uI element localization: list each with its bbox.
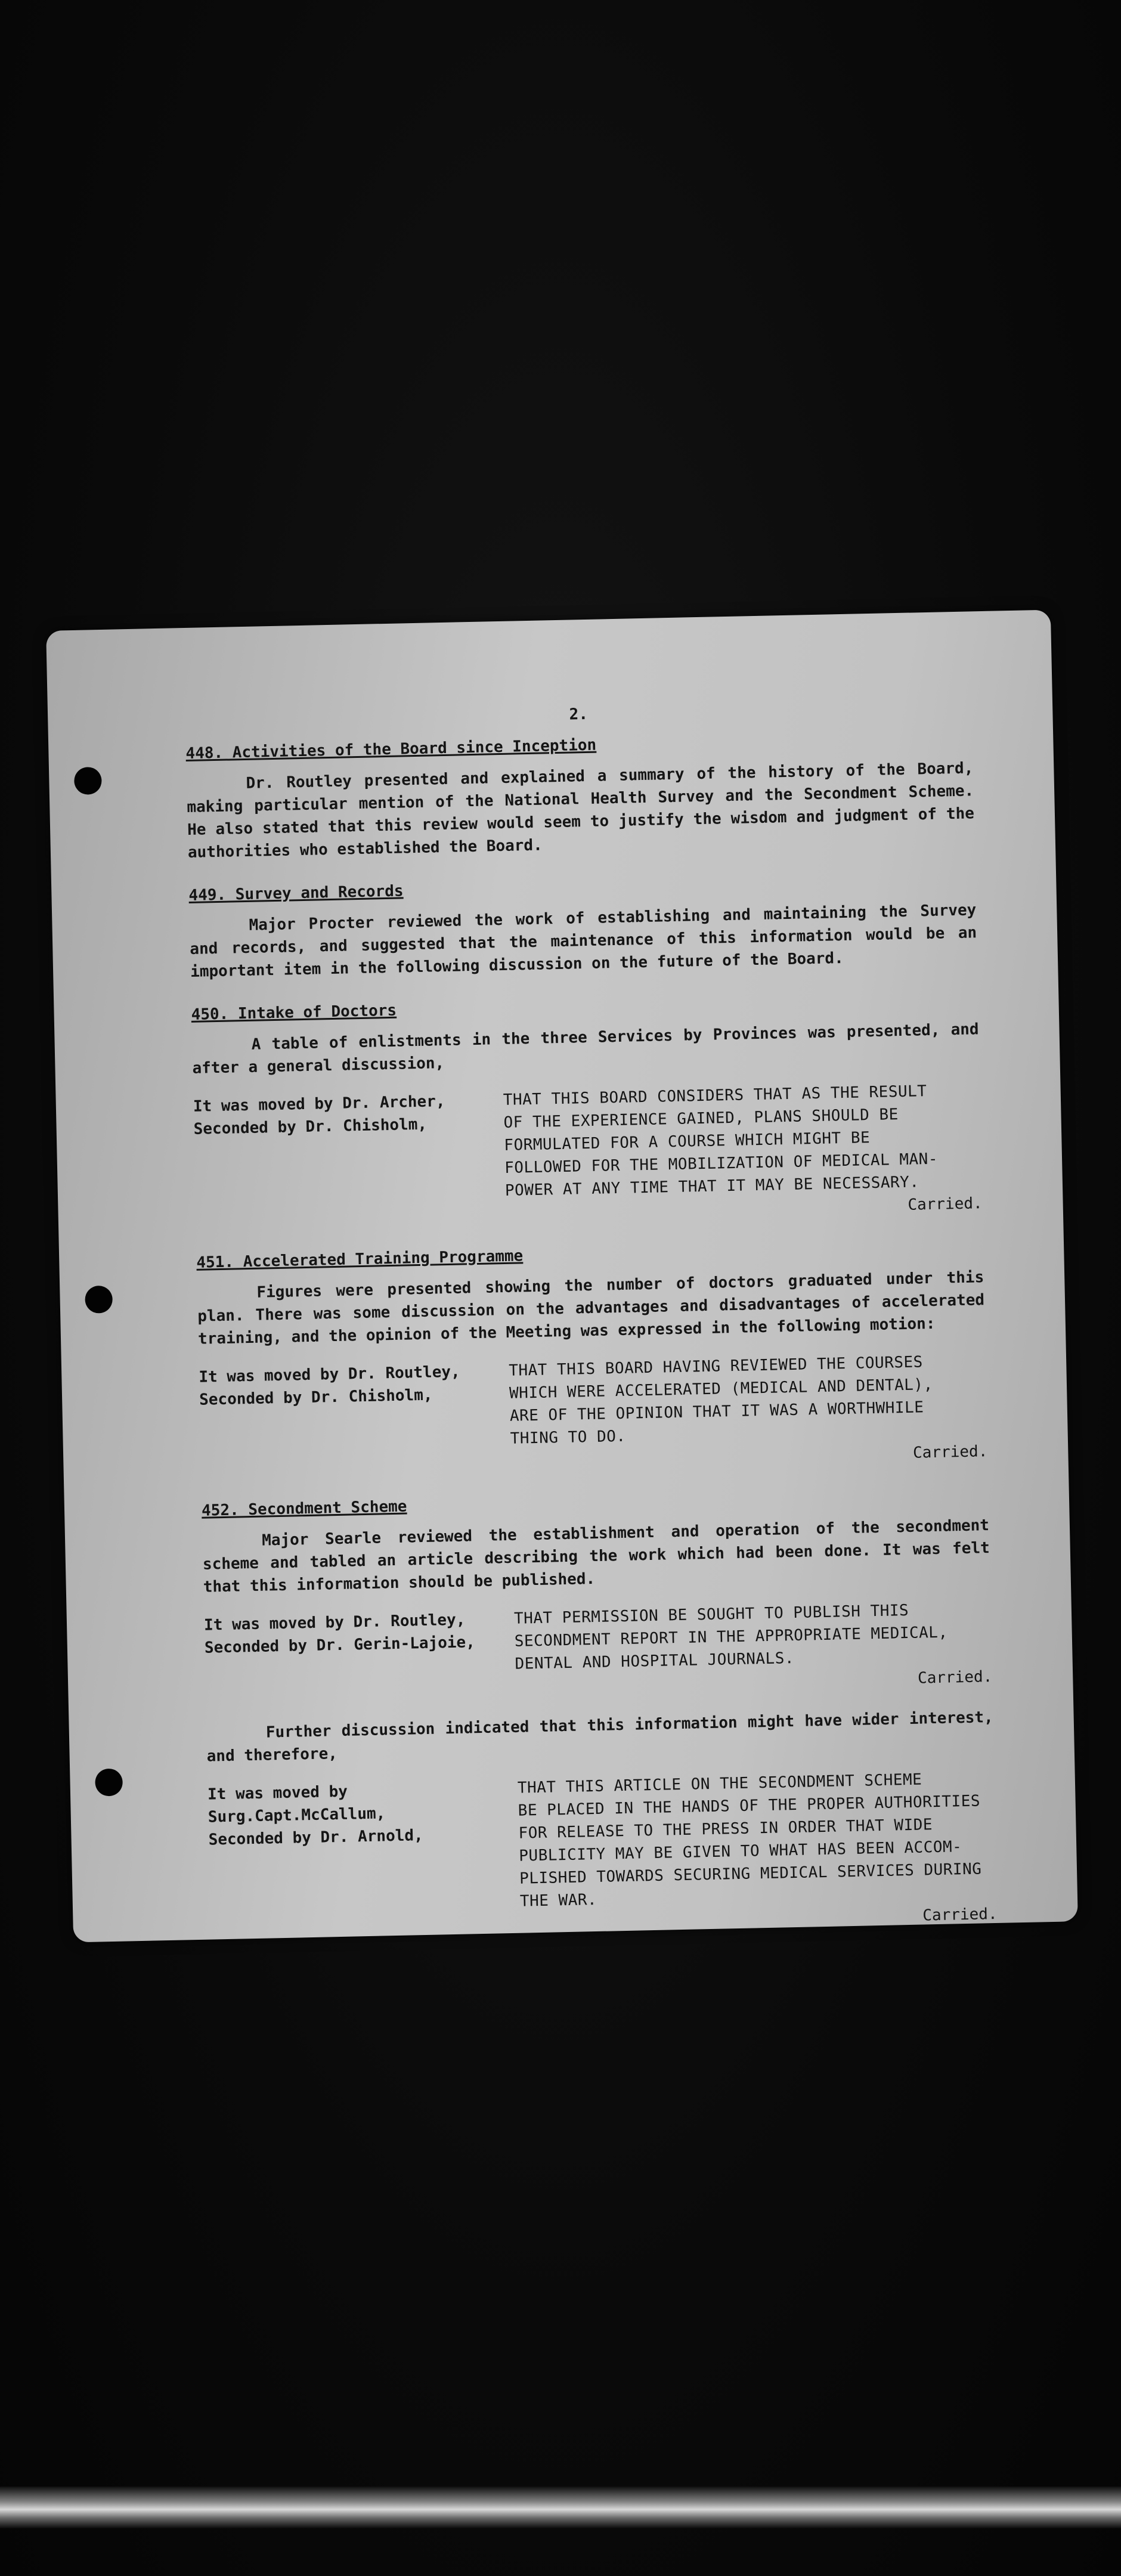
- resolution-text: THAT PERMISSION BE SOUGHT TO PUBLISH THIS SECONDMENT REPORT IN THE APPROPRIATE MEDICAL, DENTAL AND HOSPITAL JOURNALS.: [513, 1601, 948, 1673]
- section-heading: 452. Secondment Scheme: [201, 1497, 407, 1520]
- section-448: [185, 726, 975, 864]
- seconded-by: Seconded by Dr. Arnold,: [208, 1826, 423, 1849]
- moved-by: It was moved by Dr. Routley,: [199, 1363, 460, 1386]
- carried-label: Carried.: [912, 1442, 988, 1462]
- section-heading: 451. Accelerated Training Programme: [196, 1247, 524, 1272]
- seconded-by: Seconded by Dr. Gerin-Lajoie,: [204, 1633, 476, 1657]
- document-page: [46, 610, 1078, 1943]
- moved-by: It was moved by Dr. Archer,: [193, 1092, 445, 1116]
- section-449: [188, 868, 977, 983]
- section-heading: 448. Activities of the Board since Inception: [185, 736, 597, 763]
- section-paragraph: Dr. Routley presented and explained a summary of the history of the Board, making particular mention of the National Health Survey and the Secondment Scheme. He also stated that this review would seem to justify the wisdom and judgment of the authorities who established the Board.: [187, 759, 975, 862]
- page-number: 2.: [569, 705, 589, 724]
- seconded-by: Seconded by Dr. Chisholm,: [199, 1386, 433, 1409]
- section-paragraph: Figures were presented showing the number of doctors graduated under this plan. There was some discussion on the advantages and disadvantages of accelerated training, and the opinion of the Meeting was expressed in the following motion:: [197, 1268, 985, 1348]
- film-edge-strip: [0, 2487, 1121, 2528]
- punch-hole: [95, 1769, 123, 1797]
- seconded-by: Seconded by Dr. Chisholm,: [193, 1115, 428, 1138]
- section-450: [191, 987, 983, 1231]
- motion-text: [503, 1079, 983, 1225]
- moved-by: It was moved by Surg.Capt.McCallum,: [207, 1782, 386, 1826]
- motion-block: [193, 1079, 983, 1231]
- section-paragraph: Further discussion indicated that this information might have wider interest, and therefore,: [206, 1708, 993, 1766]
- carried-label: Carried.: [908, 1194, 983, 1214]
- moved-by: It was moved by Dr. Routley,: [203, 1611, 466, 1634]
- section-heading: 450. Intake of Doctors: [191, 1001, 397, 1024]
- motion-block: [199, 1349, 988, 1479]
- section-paragraph: Major Procter reviewed the work of establishing and maintaining the Survey and records, and suggested that the maintenance of this information would be an important item in the following discussion on the future of the Board.: [190, 901, 977, 981]
- carried-label: Carried.: [917, 1668, 993, 1688]
- motion-text: [518, 1767, 998, 1936]
- carried-label: Carried.: [922, 1905, 998, 1925]
- section-paragraph: Major Searle reviewed the establishment and operation of the secondment scheme and tabled an article describing the work which had been done. It was felt that this information should be published.: [202, 1516, 990, 1596]
- resolution-text: THAT THIS ARTICLE ON THE SECONDMENT SCHEME BE PLACED IN THE HANDS OF THE PROPER AUTHORITIES FOR RELEASE TO THE PRESS IN ORDER THAT WIDE PUBLICITY MAY BE GIVEN TO WHAT HAS BEEN ACCOM- PLISHED TOWARDS SECURING MEDICAL SERVICES DURING THE WAR.: [517, 1770, 982, 1911]
- section-451: [196, 1235, 988, 1479]
- motion-movers: [204, 1608, 516, 1705]
- punch-hole: [74, 767, 102, 795]
- punch-hole: [85, 1286, 113, 1314]
- document-content: [185, 695, 998, 1962]
- section-heading: 449. Survey and Records: [188, 882, 404, 905]
- section-452: [202, 1483, 998, 1942]
- motion-text: [514, 1597, 993, 1698]
- motion-movers: [193, 1089, 506, 1231]
- resolution-text: THAT THIS BOARD HAVING REVIEWED THE COURSES WHICH WERE ACCELERATED (MEDICAL AND DENTAL), ARE OF THE OPINION THAT IT WAS A WORTHWHILE THING TO DO.: [508, 1353, 934, 1448]
- motion-text: [509, 1349, 988, 1473]
- resolution-text: THAT THIS BOARD CONSIDERS THAT AS THE RESULT OF THE EXPERIENCE GAINED, PLANS SHOULD BE FORMULATED FOR A COURSE WHICH MIGHT BE FOLLOWED FOR THE MOBILIZATION OF MEDICAL MAN- POWER AT ANY TIME THAT IT MAY BE NECESSARY.: [503, 1082, 939, 1200]
- motion-block: [208, 1767, 998, 1942]
- section-paragraph: A table of enlistments in the three Services by Provinces was presented, and after a general discussion,: [192, 1020, 979, 1078]
- motion-movers: [199, 1360, 511, 1479]
- motion-movers: [208, 1777, 521, 1942]
- motion-block: [204, 1597, 993, 1705]
